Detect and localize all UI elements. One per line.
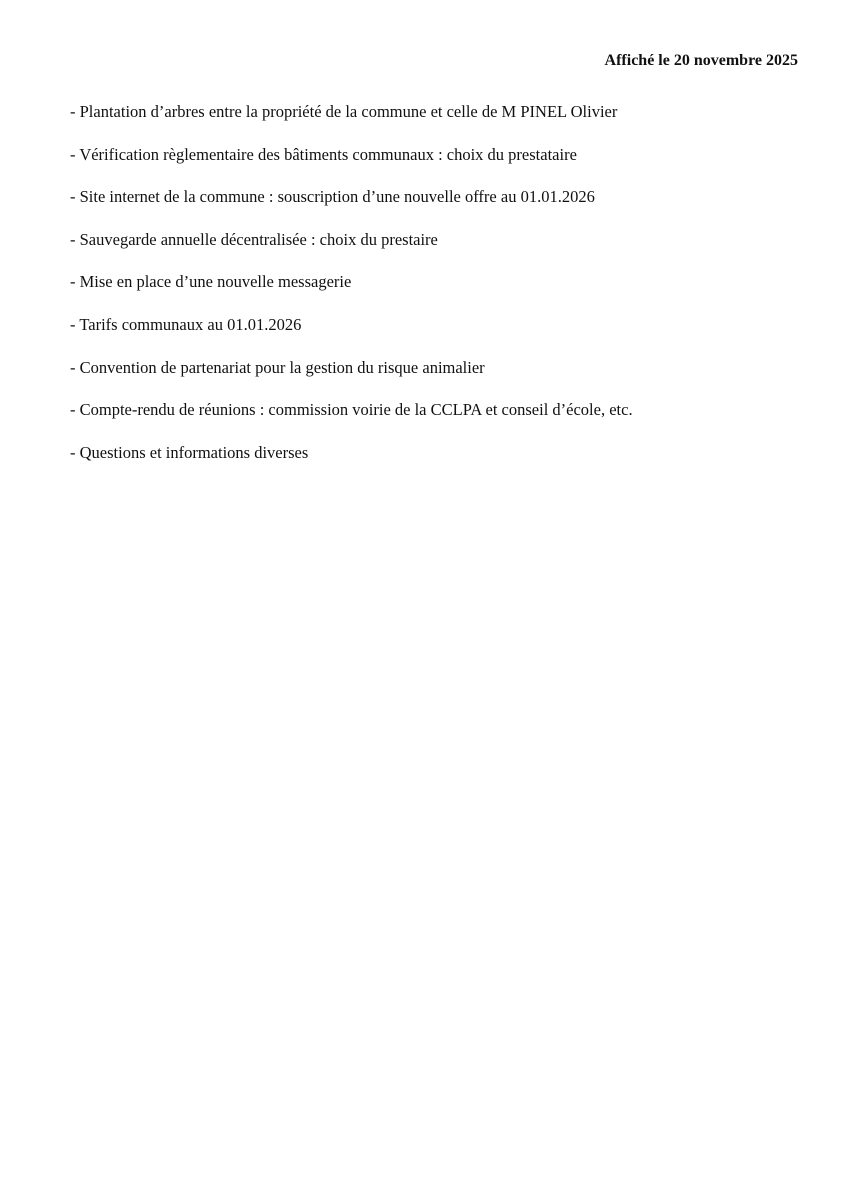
agenda-list: [70, 101, 810, 484]
posted-date: Affiché le 20 novembre 2025: [604, 52, 798, 69]
agenda-item: - Convention de partenariat pour la gestion du risque animalier: [70, 357, 485, 377]
agenda-item: - Site internet de la commune : souscription d’une nouvelle offre au 01.01.2026: [70, 187, 595, 207]
agenda-item: - Compte-rendu de réunions : commission voirie de la CCLPA et conseil d’école, etc.: [70, 400, 633, 420]
agenda-item: - Sauvegarde annuelle décentralisée : choix du prestaire: [70, 229, 438, 249]
agenda-item: - Tarifs communaux au 01.01.2026: [70, 314, 302, 334]
agenda-item: - Vérification règlementaire des bâtiments communaux : choix du prestataire: [70, 144, 577, 164]
agenda-item: - Questions et informations diverses: [70, 442, 309, 462]
agenda-item: - Mise en place d’une nouvelle messagerie: [70, 272, 352, 292]
agenda-item: - Plantation d’arbres entre la propriété de la commune et celle de M PINEL Olivier: [70, 102, 618, 121]
